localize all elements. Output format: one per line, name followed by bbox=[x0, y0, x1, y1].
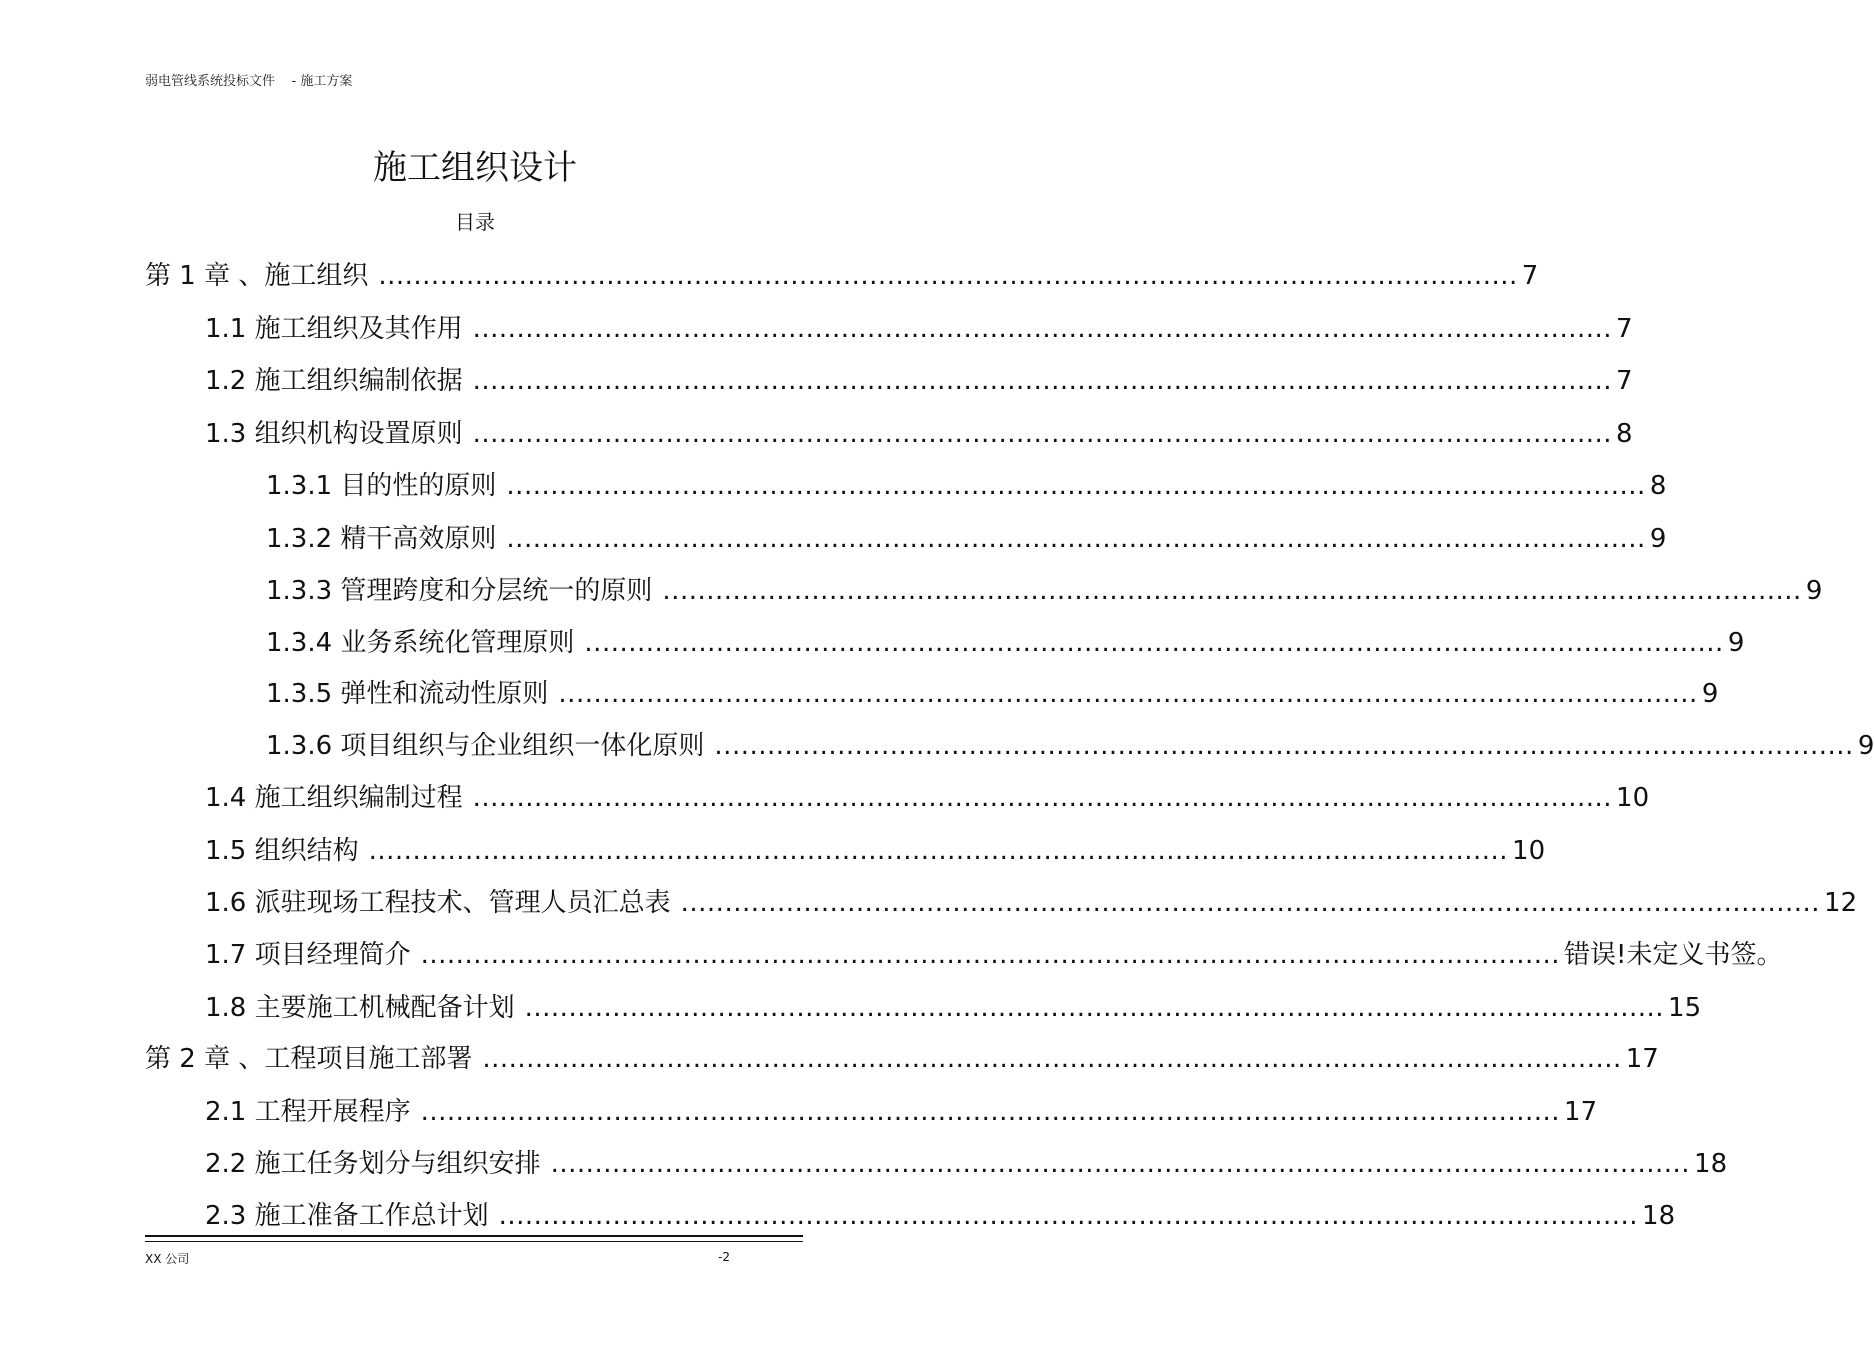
toc-entry[interactable]: 1.3.1 目的性的原则 .................................................................................................................................. 8 bbox=[266, 468, 860, 504]
toc-entry[interactable]: 1.3 组织机构设置原则 .................................................................................................................................. 8 bbox=[205, 416, 860, 452]
toc-entry-label: 2.2 施工任务划分与组织安排 bbox=[205, 1149, 541, 1179]
document-title: 施工组织设计 bbox=[373, 148, 577, 188]
toc-entry-page: 9 bbox=[1701, 679, 1719, 709]
toc-entry-page: 10 bbox=[1616, 783, 1650, 813]
toc-entry-label: 1.3.3 管理跨度和分层统一的原则 bbox=[266, 576, 653, 606]
toc-entry-label: 1.4 施工组织编制过程 bbox=[205, 783, 463, 813]
toc-entry-page: 9 bbox=[1649, 524, 1667, 554]
toc-entry-label: 1.3.5 弹性和流动性原则 bbox=[266, 679, 549, 709]
toc-entry-page: 18 bbox=[1642, 1201, 1676, 1231]
toc-entry-page: 18 bbox=[1694, 1149, 1728, 1179]
toc-entry-page: 7 bbox=[1521, 261, 1539, 291]
toc-entry[interactable]: 1.3.3 管理跨度和分层统一的原则 .................................................................................................................................. 9 bbox=[266, 573, 828, 609]
toc-entry-label: 1.6 派驻现场工程技术、管理人员汇总表 bbox=[205, 888, 671, 918]
toc-entry-label: 1.5 组织结构 bbox=[205, 836, 359, 866]
toc-heading: 目录 bbox=[455, 210, 495, 234]
toc-entry-page: 12 bbox=[1824, 888, 1858, 918]
toc-entry-page: 15 bbox=[1668, 993, 1702, 1023]
toc-entry[interactable]: 2.2 施工任务划分与组织安排 .................................................................................................................................. 18 bbox=[205, 1146, 811, 1182]
toc-entry[interactable]: 第 1 章 、施工组织 .................................................................................................................................. 7 bbox=[145, 258, 883, 294]
toc-entry-label: 第 2 章 、工程项目施工部署 bbox=[145, 1044, 473, 1074]
toc-entry-label: 1.8 主要施工机械配备计划 bbox=[205, 993, 515, 1023]
toc-entry[interactable]: 1.5 组织结构 .................................................................................................................................. 10 bbox=[205, 833, 813, 869]
toc-entry[interactable]: 1.3.5 弹性和流动性原则 .................................................................................................................................. 9 bbox=[266, 676, 846, 712]
toc-entry-label: 1.3.4 业务系统化管理原则 bbox=[266, 628, 575, 658]
toc-entry[interactable]: 2.3 施工准备工作总计划 .................................................................................................................................. 18 bbox=[205, 1198, 813, 1234]
toc-entry[interactable]: 1.7 项目经理简介 .................................................................................................................................. 错误!未定义书签。 bbox=[205, 937, 805, 973]
toc-entry[interactable]: 1.8 主要施工机械配备计划 .................................................................................................................................. 15 bbox=[205, 990, 811, 1026]
toc-entry[interactable]: 1.2 施工组织编制依据 .................................................................................................................................. 7 bbox=[205, 363, 860, 399]
toc-entry-label: 2.1 工程开展程序 bbox=[205, 1097, 411, 1127]
toc-entry-page: 10 bbox=[1512, 836, 1546, 866]
footer-company: XX 公司 bbox=[145, 1252, 190, 1266]
toc-entry[interactable]: 1.6 派驻现场工程技术、管理人员汇总表 .................................................................................................................................. 12 bbox=[205, 885, 813, 921]
toc-entry-page: 8 bbox=[1649, 471, 1667, 501]
footer-rule bbox=[145, 1235, 803, 1237]
toc-entry[interactable]: 2.1 工程开展程序 .................................................................................................................................. 17 bbox=[205, 1094, 813, 1130]
toc-entry[interactable]: 第 2 章 、工程项目施工部署 .................................................................................................................................. 17 bbox=[145, 1041, 813, 1077]
toc-entry-label: 第 1 章 、施工组织 bbox=[145, 261, 369, 291]
page-header: 弱电管线系统投标文件 - 施工方案 bbox=[145, 74, 353, 89]
toc-entry-page: 17 bbox=[1564, 1097, 1598, 1127]
toc-entry-label: 1.3.1 目的性的原则 bbox=[266, 471, 497, 501]
toc-entry-page: 9 bbox=[1857, 731, 1874, 761]
toc-entry[interactable]: 1.1 施工组织及其作用 .................................................................................................................................. 7 bbox=[205, 311, 860, 347]
toc-entry-page: 错误!未定义书签。 bbox=[1564, 940, 1783, 970]
toc-entry[interactable]: 1.3.6 项目组织与企业组织一体化原则 .................................................................................................................................. 9 bbox=[266, 728, 820, 764]
toc-entry[interactable]: 1.3.2 精干高效原则 .................................................................................................................................. 9 bbox=[266, 521, 860, 557]
toc-entry-page: 7 bbox=[1616, 366, 1633, 396]
toc-entry-page: 9 bbox=[1805, 576, 1823, 606]
footer-rule-thin bbox=[145, 1241, 803, 1242]
toc-entry-label: 1.3.6 项目组织与企业组织一体化原则 bbox=[266, 731, 705, 761]
toc-entry-page: 9 bbox=[1727, 628, 1745, 658]
toc-entry-page: 8 bbox=[1616, 419, 1633, 449]
toc-entry-label: 1.3 组织机构设置原则 bbox=[205, 419, 463, 449]
toc-entry-label: 1.3.2 精干高效原则 bbox=[266, 524, 497, 554]
toc-entry[interactable]: 1.4 施工组织编制过程 .................................................................................................................................. 10 bbox=[205, 780, 813, 816]
toc-entry-label: 1.1 施工组织及其作用 bbox=[205, 314, 463, 344]
toc-entry-label: 1.2 施工组织编制依据 bbox=[205, 366, 463, 396]
toc-entry-label: 2.3 施工准备工作总计划 bbox=[205, 1201, 489, 1231]
toc-entry-page: 7 bbox=[1616, 314, 1633, 344]
toc-entry-label: 1.7 项目经理简介 bbox=[205, 940, 411, 970]
toc-entry[interactable]: 1.3.4 业务系统化管理原则 .................................................................................................................................. 9 bbox=[266, 625, 843, 661]
toc-entry-page: 17 bbox=[1625, 1044, 1659, 1074]
footer-page-number: -2 bbox=[718, 1250, 730, 1264]
